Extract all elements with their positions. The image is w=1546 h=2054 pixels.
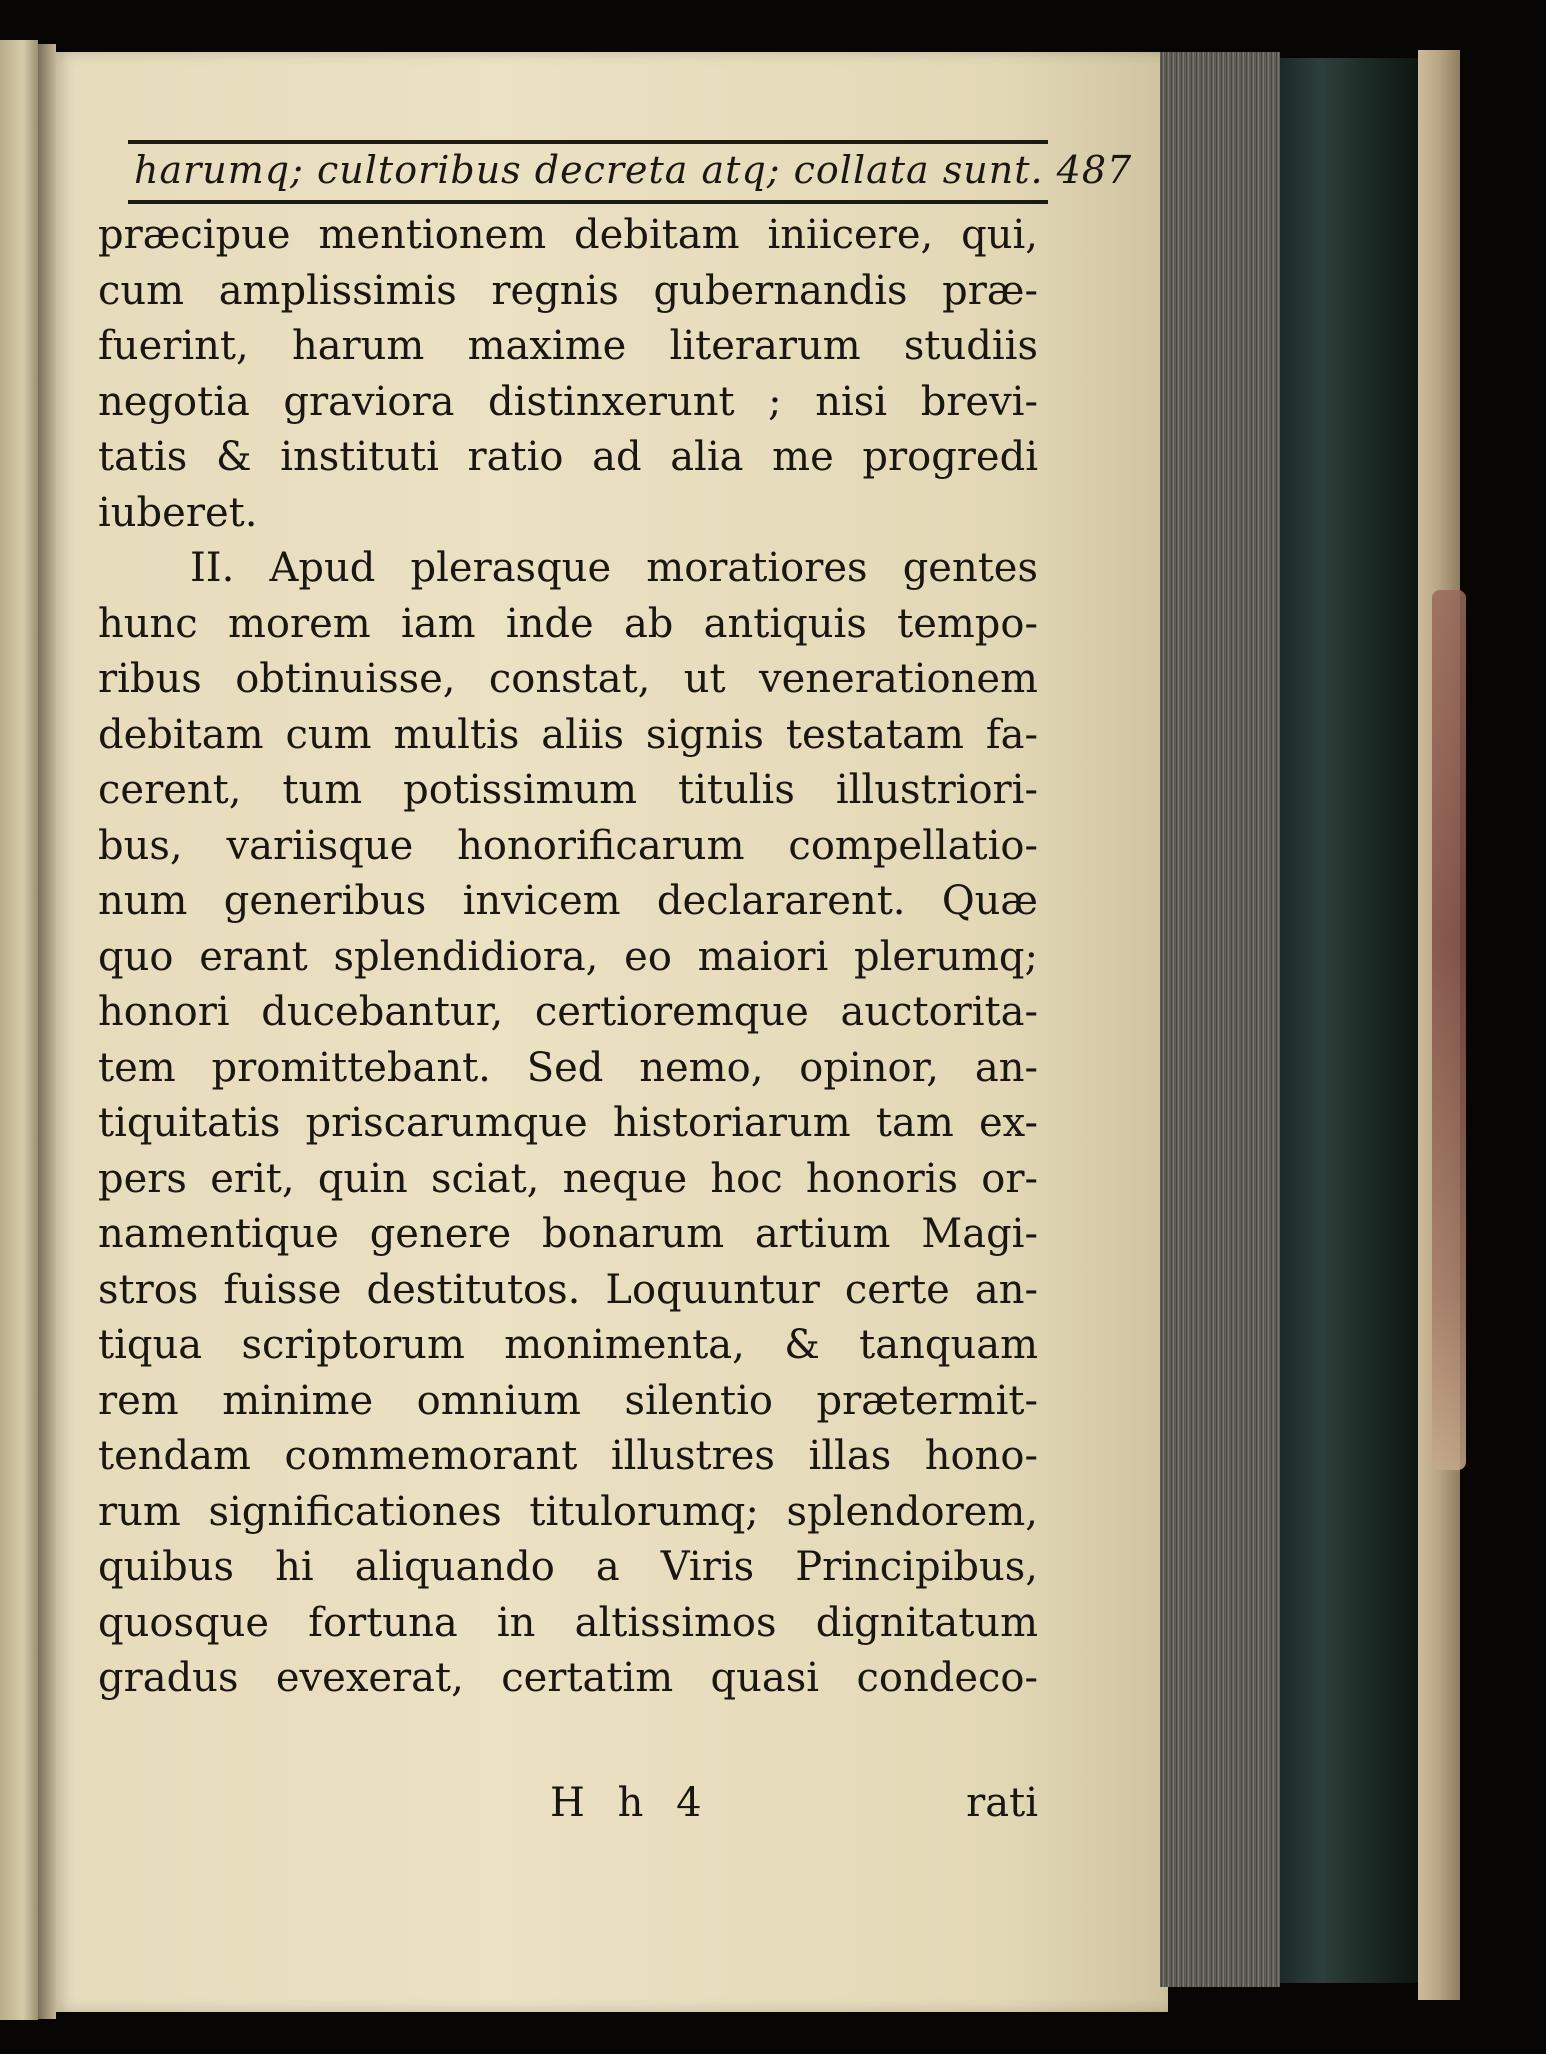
cover-stain xyxy=(1432,590,1466,1470)
text-line: rum significationes titulorumq; splendorem, xyxy=(98,1488,1038,1535)
text-line: cum amplissimis regnis gubernandis præ- xyxy=(98,267,1038,314)
text-line: II. Apud plerasque moratiores gentes xyxy=(190,545,1038,591)
text-line: rem minime omnium silentio prætermit- xyxy=(98,1377,1038,1424)
text-line: namentique genere bonarum artium Magi- xyxy=(98,1211,1038,1257)
text-line: iuberet. xyxy=(98,489,258,536)
text-line: fuerint, harum maxime literarum studiis xyxy=(98,323,1038,369)
page-block-fore-edge xyxy=(1280,58,1420,1983)
running-head xyxy=(128,140,1133,204)
text-line: tiquitatis priscarumque historiarum tam ex- xyxy=(98,1100,1038,1146)
page-block-edge xyxy=(1160,52,1280,1987)
text-line: gradus evexerat, certatim quasi condeco- xyxy=(98,1655,1038,1701)
text-line: tem promittebant. Sed nemo, opinor, an- xyxy=(98,1044,1038,1091)
text-line: ribus obtinuisse, constat, ut venerationem xyxy=(98,656,1038,702)
text-line: tatis & instituti ratio ad alia me progredi xyxy=(98,434,1038,480)
text-line: hunc morem iam inde ab antiquis tempo- xyxy=(98,600,1038,647)
body-text xyxy=(98,208,1038,1707)
text-line: num generibus invicem declararent. Quæ xyxy=(98,878,1038,924)
text-line: tendam commemorant illustres illas hono- xyxy=(98,1433,1038,1479)
text-line: pers erit, quin sciat, neque hoc honoris or- xyxy=(98,1155,1038,1202)
text-line: quosque fortuna in altissimos dignitatum xyxy=(98,1599,1038,1646)
text-line: negotia graviora distinxerunt ; nisi brevi- xyxy=(98,378,1038,425)
text-line: honori ducebantur, certioremque auctorita- xyxy=(98,989,1038,1035)
text-line: bus, variisque honorificarum compellatio- xyxy=(98,822,1038,869)
text-line: cerent, tum potissimum titulis illustriori- xyxy=(98,767,1038,813)
book-gutter xyxy=(38,44,56,2019)
text-line: tiqua scriptorum monimenta, & tanquam xyxy=(98,1322,1038,1368)
page-footer xyxy=(98,1780,1038,1836)
text-line: quibus hi aliquando a Viris Principibus, xyxy=(98,1544,1038,1590)
text-line: præcipue mentionem debitam iniicere, qui, xyxy=(98,212,1038,258)
text-line: quo erant splendidiora, eo maiori plerumq; xyxy=(98,933,1038,980)
signature-mark: H h 4 xyxy=(550,1780,712,1826)
text-line: stros fuisse destitutos. Loquuntur certe an- xyxy=(98,1266,1038,1313)
left-page-edge xyxy=(0,40,38,2020)
catchword: rati xyxy=(966,1780,1038,1826)
running-head-text: harumq; cultoribus decreta atq; collata sunt. 487 xyxy=(134,148,1133,192)
text-line: debitam cum multis aliis signis testatam fa- xyxy=(98,711,1038,758)
